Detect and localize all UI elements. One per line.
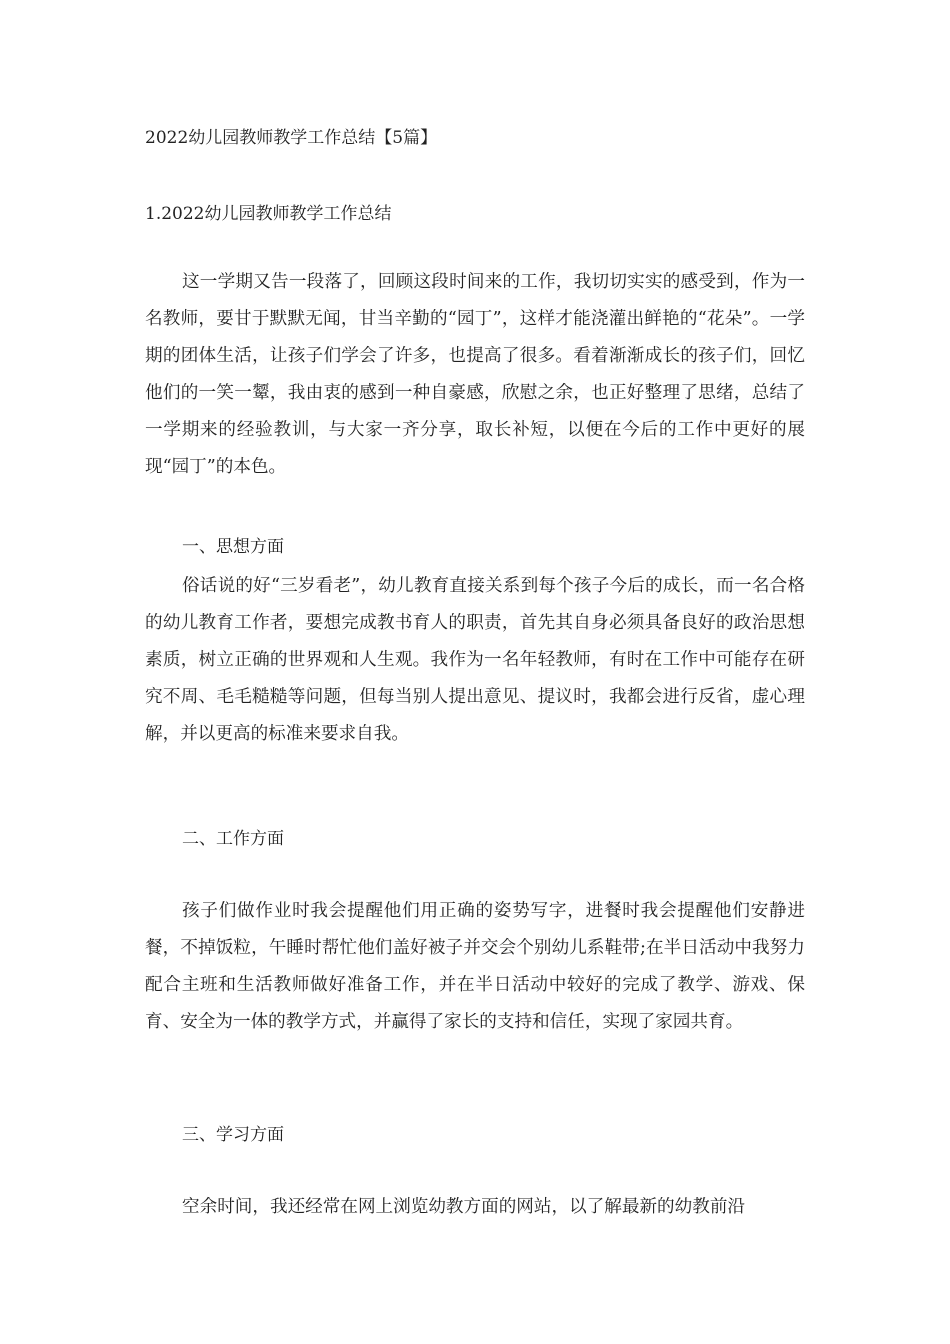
- paragraph-work: 孩子们做作业时我会提醒他们用正确的姿势写字，进餐时我会提醒他们安静进餐，不掉饭粒，午睡时帮忙他们盖好被子并交会个别幼儿系鞋带;在半日活动中我努力配合主班和生活教师做好准备工作，并在半日活动中较好的完成了教学、游戏、保育、安全为一体的教学方式，并赢得了家长的支持和信任，实现了家园共育。: [145, 901, 805, 1032]
- paragraph-study: 空余时间，我还经常在网上浏览幼教方面的网站，以了解最新的幼教前沿: [182, 1197, 746, 1217]
- section-heading-thought: 一、思想方面: [182, 537, 284, 557]
- section-heading-study: 三、学习方面: [182, 1125, 284, 1145]
- document-subtitle: 1.2022幼儿园教师教学工作总结: [145, 204, 392, 224]
- section-heading-work: 二、工作方面: [182, 829, 284, 849]
- paragraph-thought: 俗话说的好“三岁看老”，幼儿教育直接关系到每个孩子今后的成长，而一名合格的幼儿教育工作者，要想完成教书育人的职责，首先其自身必须具备良好的政治思想素质，树立正确的世界观和人生观。我作为一名年轻教师，有时在工作中可能存在研究不周、毛毛糙糙等问题，但每当别人提出意见、提议时，我都会进行反省，虚心理解，并以更高的标准来要求自我。: [145, 576, 805, 744]
- paragraph-intro: 这一学期又告一段落了，回顾这段时间来的工作，我切切实实的感受到，作为一名教师，要甘于默默无闻，甘当辛勤的“园丁”，这样才能浇灌出鲜艳的“花朵”。一学期的团体生活，让孩子们学会了许多，也提高了很多。看着渐渐成长的孩子们，回忆他们的一笑一颦，我由衷的感到一种自豪感，欣慰之余，也正好整理了思绪，总结了一学期来的经验教训，与大家一齐分享，取长补短，以便在今后的工作中更好的展现“园丁”的本色。: [145, 272, 805, 477]
- document-title: 2022幼儿园教师教学工作总结【5篇】: [145, 128, 438, 148]
